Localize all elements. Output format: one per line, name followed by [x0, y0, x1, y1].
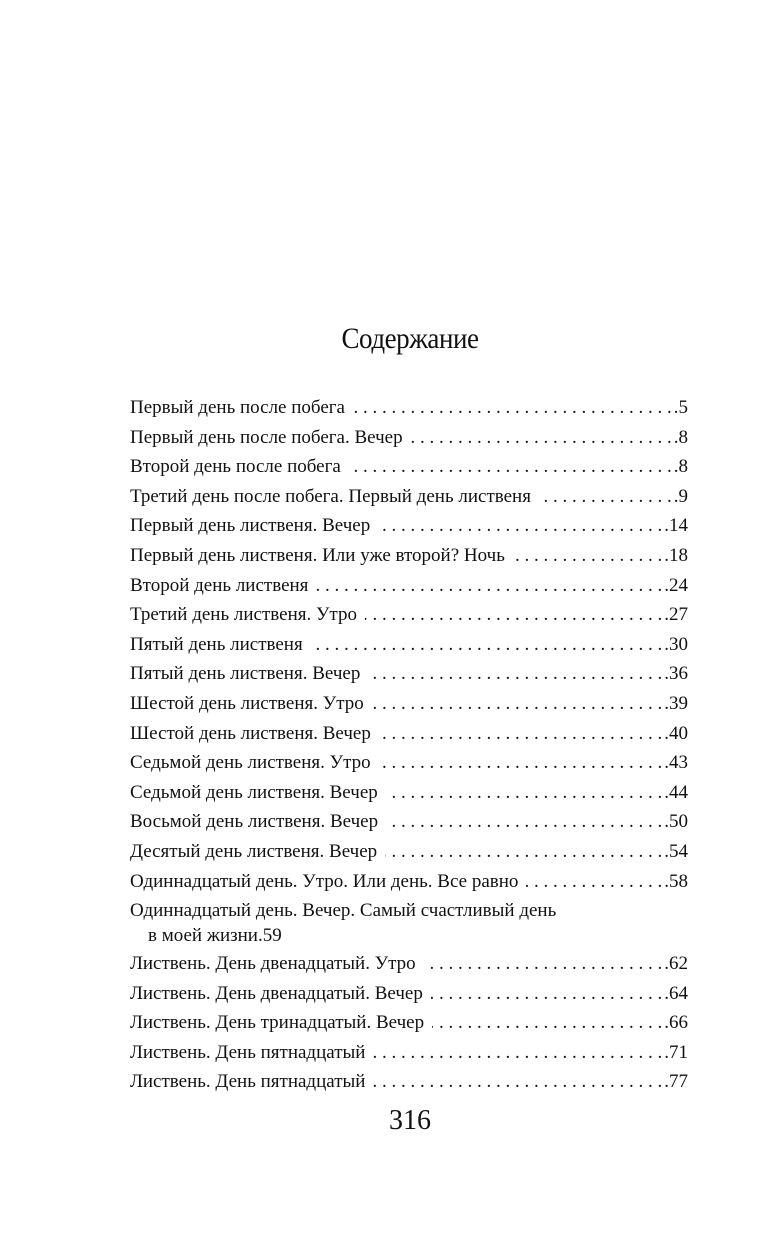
toc-entry-title: Листвень. День двенадцатый. Утро [130, 953, 416, 975]
toc-entry-page: .54 [664, 840, 688, 862]
dot-leader [385, 837, 662, 867]
toc-entry-page: .66 [664, 1012, 688, 1034]
toc-entry[interactable] [130, 979, 688, 1009]
toc-entry[interactable] [130, 630, 688, 660]
toc-entry-title: Второй день лиственя [130, 574, 309, 596]
toc-entry-title: Пятый день лиственя. Вечер [130, 663, 361, 685]
table-of-contents [130, 393, 688, 1097]
dot-leader [316, 571, 662, 601]
toc-entry[interactable] [130, 689, 688, 719]
toc-entry[interactable] [130, 778, 688, 808]
toc-entry[interactable] [130, 867, 688, 897]
toc-entry[interactable] [130, 571, 688, 601]
toc-entry-title: Листвень. День пятнадцатый [130, 1071, 366, 1093]
toc-entry-page: .77 [664, 1071, 688, 1093]
toc-entry-page: .71 [664, 1041, 688, 1063]
toc-entry[interactable] [130, 748, 688, 778]
toc-entry-multiline[interactable] [130, 896, 688, 949]
toc-entry-page: .50 [664, 811, 688, 833]
toc-entry[interactable] [130, 1067, 688, 1097]
toc-entry-page: .64 [664, 982, 688, 1004]
toc-entry[interactable] [130, 452, 688, 482]
dot-leader [373, 1067, 662, 1097]
toc-entry-title: Листвень. День пятнадцатый [130, 1041, 366, 1063]
dot-leader [373, 1038, 662, 1068]
toc-entry[interactable] [130, 659, 688, 689]
toc-entry-title: Восьмой день лиственя. Вечер [130, 811, 379, 833]
toc-entry-page: .40 [664, 722, 688, 744]
toc-entry[interactable] [130, 949, 688, 979]
toc-entry[interactable] [130, 837, 688, 867]
dot-leader [353, 393, 672, 423]
toc-entry-title: Шестой день лиственя. Вечер [130, 722, 371, 744]
toc-entry[interactable] [130, 541, 688, 571]
toc-entry[interactable] [130, 393, 688, 423]
toc-entry-page: .36 [664, 663, 688, 685]
toc-entry-title: Листвень. День тринадцатый. Вечер [130, 1012, 425, 1034]
toc-entry-page: .27 [664, 604, 688, 626]
toc-entry-page: .8 [673, 456, 688, 478]
toc-entry-title: Третий день после побега. Первый день лиственя [130, 485, 531, 507]
toc-entry-page: .44 [664, 781, 688, 803]
toc-entry-title: Второй день после побега [130, 456, 341, 478]
toc-entry[interactable] [130, 423, 688, 453]
dot-leader [432, 1008, 662, 1038]
toc-entry-title: Первый день лиственя. Вечер [130, 515, 371, 537]
toc-entry-page: .18 [664, 544, 688, 566]
toc-entry-title: Седьмой день лиственя. Утро [130, 752, 371, 774]
toc-entry-page: .30 [664, 633, 688, 655]
dot-leader [411, 423, 672, 453]
dot-leader [386, 807, 662, 837]
toc-entry[interactable] [130, 600, 688, 630]
toc-entry-title: Первый день после побега [130, 397, 345, 418]
toc-entry[interactable] [130, 482, 688, 512]
toc-entry-title-line1: Одиннадцатый день. Вечер. Самый счастливый день [130, 900, 557, 922]
dot-leader [379, 719, 662, 749]
dot-leader [513, 541, 662, 571]
dot-leader [431, 979, 662, 1009]
toc-entry-page: .39 [664, 692, 688, 714]
toc-entry[interactable] [130, 1038, 688, 1068]
dot-leader [378, 511, 662, 541]
dot-leader [379, 748, 663, 778]
toc-entry-page: .14 [664, 515, 688, 537]
dot-leader [424, 949, 663, 979]
toc-entry-title: Десятый день лиственя. Вечер [130, 840, 378, 862]
toc-entry[interactable] [130, 719, 688, 749]
page-number: 316 [389, 1105, 431, 1136]
toc-entry-page: .5 [673, 397, 688, 418]
page-title: Содержание [341, 322, 479, 355]
toc-entry-page: .24 [664, 574, 688, 596]
toc-entry-title: Первый день после побега. Вечер [130, 426, 403, 448]
dot-leader [526, 867, 662, 897]
toc-entry-page: .8 [673, 426, 688, 448]
toc-entry-title: Одиннадцатый день. Утро. Или день. Все равно [130, 870, 519, 892]
dot-leader [386, 778, 662, 808]
dot-leader [365, 600, 662, 630]
toc-entry-page: .58 [664, 870, 688, 892]
toc-entry-title-line2: в моей жизни [148, 925, 258, 947]
toc-entry-title: Первый день лиственя. Или уже второй? Ночь [130, 544, 505, 566]
toc-entry-page: .62 [664, 953, 688, 975]
toc-entry-title: Седьмой день лиственя. Вечер [130, 781, 378, 803]
dot-leader [349, 452, 672, 482]
toc-entry-title: Пятый день лиственя [130, 633, 303, 655]
toc-entry-page: .59 [257, 925, 282, 947]
toc-entry[interactable] [130, 511, 688, 541]
toc-entry-page: .9 [673, 485, 688, 507]
toc-entry-title: Третий день лиственя. Утро [130, 604, 357, 626]
toc-entry-title: Шестой день лиственя. Утро [130, 692, 364, 714]
toc-entry[interactable] [130, 1008, 688, 1038]
toc-entry-title: Листвень. День двенадцатый. Вечер [130, 982, 423, 1004]
toc-entry-page: .43 [664, 752, 688, 774]
dot-leader [368, 659, 662, 689]
dot-leader [311, 630, 663, 660]
dot-leader [539, 482, 672, 512]
toc-entry[interactable] [130, 807, 688, 837]
dot-leader [372, 689, 663, 719]
